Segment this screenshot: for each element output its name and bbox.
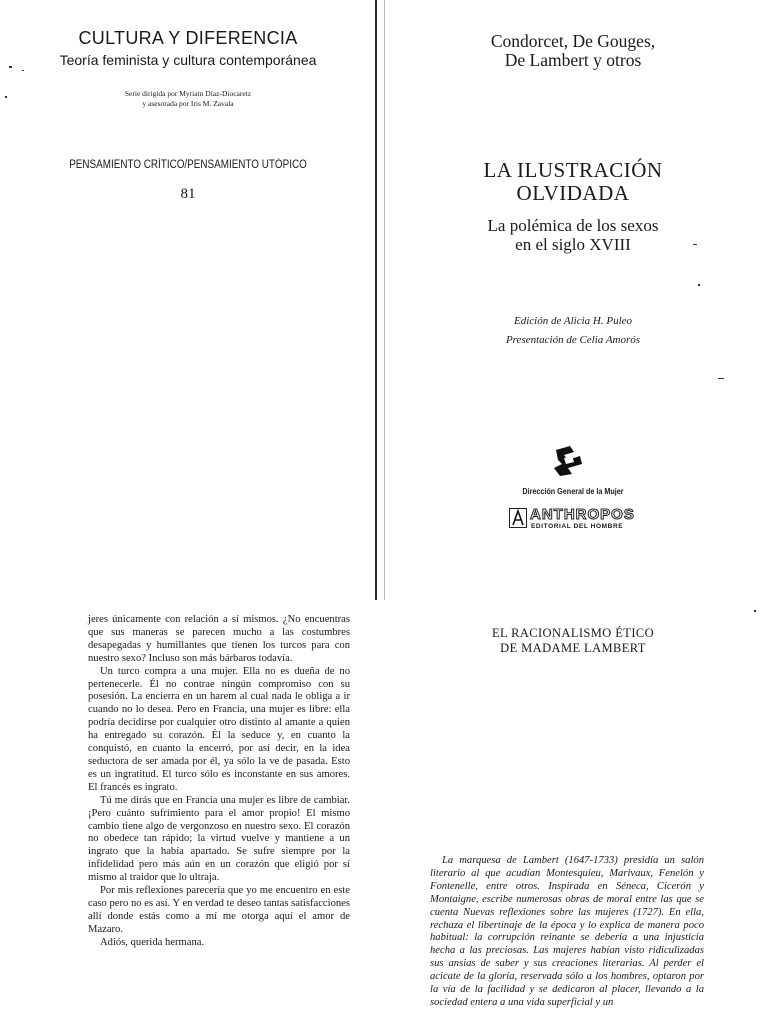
chapter-heading-line2: DE MADAME LAMBERT	[500, 641, 646, 655]
publisher-logo-icon	[509, 508, 527, 528]
letter-text-block	[88, 614, 350, 950]
chapter-page	[378, 600, 768, 1024]
series-title: CULTURA Y DIFERENCIA	[78, 28, 298, 48]
series-direction-line1: Serie dirigida por Myriam Díaz-Diocaretz	[124, 89, 252, 98]
book-subtitle-line1: La polémica de los sexos	[487, 216, 659, 235]
letter-closing: Adiós, querida hermana.	[100, 936, 205, 948]
book-subtitle-line2: en el siglo XVIII	[515, 235, 631, 254]
letter-paragraph: jeres únicamente con relación a sí mismos. ¿No encuentras que sus maneras se parecen mucho a las costumbres desapegadas y humillantes que tienen los turcos para con nuestro sexo? Incluso son más bárbaros todavía.	[88, 614, 350, 664]
scan-speck	[5, 96, 7, 98]
scan-speck	[718, 378, 724, 379]
publisher-name: ANTHROPOS	[530, 506, 635, 523]
authors-line1: Condorcet, De Gouges,	[490, 31, 656, 51]
chapter-heading-line1: EL RACIONALISMO ÉTICO	[491, 626, 655, 640]
letter-paragraph: Un turco compra a una mujer. Ella no es dueña de no pertenecerle. Él no contrae ningún compromiso con su posesión. La encierra en un harem al cual nada le obliga a ir cuando no lo desea. Pero en Francia, una mujer es libre: ella podría decidirse por cualquier otro distinto al amante a quien ha entregado su corazón. Él la seduce y, en cuanto la conquistó, en cuanto la encerró, por así decir, en la idea seductora de ser amada por él, ya sólo la ve de pasada. Esto es un ingratitud. El turco sólo es inconstante en sus amores. El francés es ingrato.	[88, 665, 350, 793]
scan-speck	[693, 244, 697, 245]
series-page	[0, 0, 376, 600]
presentation-credit: Presentación de Celia Amorós	[505, 334, 641, 346]
series-subtitle: Teoría feminista y cultura contemporánea	[59, 52, 317, 68]
collection-name: PENSAMIENTO CRÍTICO/PENSAMIENTO UTÓPICO	[69, 159, 307, 171]
title-page	[378, 0, 768, 600]
series-direction-line2: y asesorada por Iris M. Zavala	[142, 99, 234, 108]
book-spine-shadow	[375, 0, 377, 600]
letter-page	[0, 600, 376, 1024]
scan-speck	[9, 66, 12, 68]
book-title-line1: LA ILUSTRACIÓN	[483, 158, 663, 182]
institution-name: Dirección General de la Mujer	[522, 487, 624, 496]
letter-paragraph: Por mis reflexiones parecería que yo me encuentro en este caso pero no es así. Y en verdad te deseo tantas satisfacciones allí donde estás como a mí me otorga aquí el amor de Mazaro.	[88, 885, 350, 935]
scan-speck	[754, 610, 756, 612]
edition-credit: Edición de Alicia H. Puleo	[513, 315, 633, 327]
scan-speck	[22, 70, 24, 71]
book-title-line2: OLVIDADA	[516, 181, 630, 205]
authors-line2: De Lambert y otros	[504, 50, 642, 70]
institution-logo-icon	[550, 444, 586, 478]
chapter-intro: La marquesa de Lambert (1647-1733) presidía un salón literario al que acudían Montesquieu, Marivaux, Fenelón y Fontenelle, entre otros. Inspirada en Séneca, Cicerón y Montaigne, escribe numerosas obras de moral entre las que se cuenta Nuevas reflexiones sobre las mujeres (1727). En ella, rechaza el libertinaje de la época y lo explica de manera poco habitual: la corrupción reinante se debería a una injusticia hecha a las preciosas. Las mujeres habían visto ridiculizadas sus ansias de saber y sus creaciones literarias. Al perder el acicate de la gloria, reservada sólo a los hombres, optaron por la vía de la facilidad y se dedicaron al placer, llevando a la sociedad entera a una vida superficial y un	[430, 855, 704, 1008]
letter-paragraph: Tú me dirás que en Francia una mujer es libre de cambiar. ¡Pero cuánto sufrimiento para el amor propio! El mismo cambio tiene algo de vergonzoso en nuestro sexo. El corazón no obedece tan rápido; la virtud vuelve y mantiene a un ingrato que la había apartado. Se sufre siempre por la infidelidad pero más aún en un corazón que eligió por sí mismo al traidor que lo ultraja.	[88, 794, 350, 884]
collection-number: 81	[180, 186, 196, 202]
publisher-tagline: EDITORIAL DEL HOMBRE	[531, 523, 624, 530]
scan-speck	[698, 284, 700, 286]
